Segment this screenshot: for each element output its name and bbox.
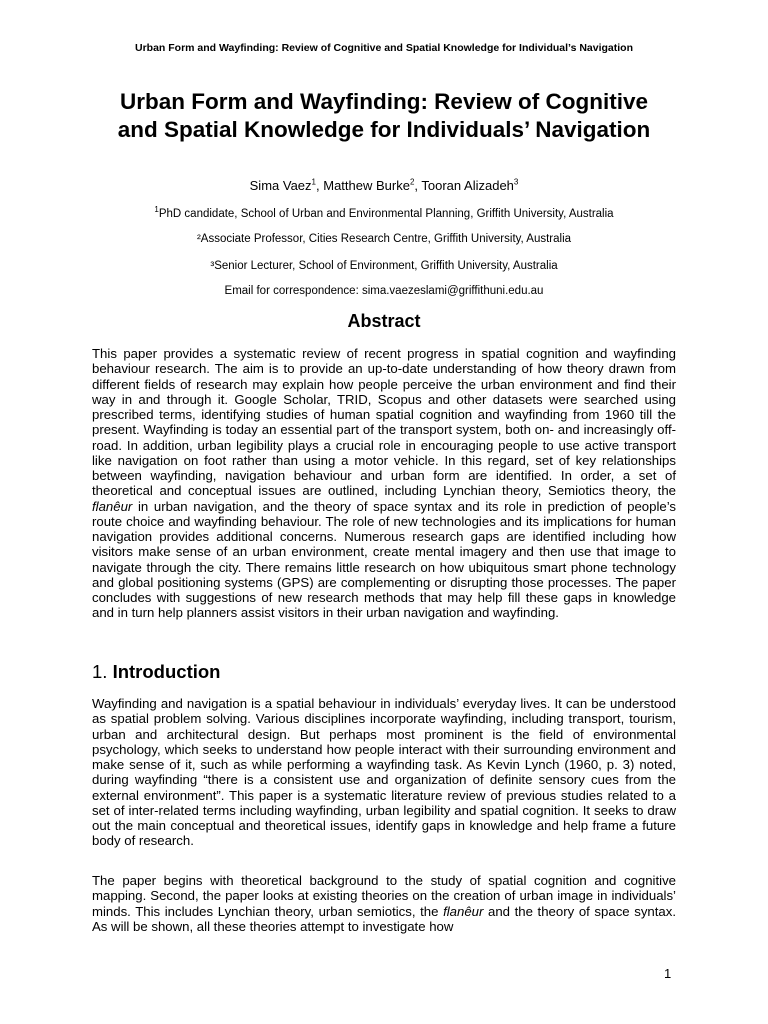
affiliation-2: ²Associate Professor, Cities Research Centre, Griffith University, Australia	[196, 233, 572, 245]
author-separator: ,	[414, 178, 422, 193]
section-number: 1.	[92, 661, 113, 682]
abstract-italic-term: flanêur	[92, 498, 133, 514]
author-affiliation-mark: 3	[513, 177, 519, 187]
section-heading-introduction	[92, 661, 220, 683]
affiliation-mark: 1	[154, 205, 159, 215]
paragraph-text: The paper begins with theoretical background to the study of spatial cognition and cognitive mapping. Second, the paper looks at existing theories on the creation of urban image in individuals’ minds. This includes Lynchian theory, urban semiotics, the	[92, 873, 676, 919]
introduction-paragraph-1: Wayfinding and navigation is a spatial behaviour in individuals’ everyday lives. It can be understood as spatial problem solving. Various disciplines incorporate wayfinding, including transport, tourism, urban and architectural design. But perhaps most prominent is the field of environmental psychology, which seeks to understand how people interact with their surrounding environment and make sense of it, such as while performing a wayfinding task. As Kevin Lynch (1960, p. 3) noted, during wayfinding “there is a consistent use and organization of definite sensory cues from the external environment”. This paper is a systematic literature review of previous studies related to a set of inter-related terms including wayfinding, urban legibility and spatial cognition. It seeks to draw out the main conceptual and theoretical issues, identify gaps in knowledge and help frame a future body of research.	[92, 696, 676, 849]
author-affiliation-mark: 2	[409, 177, 415, 187]
author-name: Matthew Burke	[323, 178, 410, 193]
abstract-text: in urban navigation, and the theory of space syntax and its role in prediction of people’s route choice and wayfinding behaviour. The role of new technologies and its implications for human navigation provides additional concerns. Numerous research gaps are identified including how visitors make sense of an urban environment, create mental imagery and then use that image to navigate through the city. There remains little research on how ubiquitous smart phone technology and global positioning systems (GPS) are complementing or disrupting those processes. The paper concludes with suggestions of new research methods that may help fill these gaps in knowledge and in turn help planners assist visitors in their urban navigation and wayfinding.	[92, 498, 676, 621]
abstract-body	[92, 346, 676, 621]
page-number: 1	[664, 966, 672, 981]
abstract-text: This paper provides a systematic review of recent progress in spatial cognition and wayfinding behaviour research. The aim is to provide an up-to-date understanding of how theory drawn from different fields of research may explain how people perceive the urban environment and find their way in and through it. Google Scholar, TRID, Scopus and other datasets were searched using prescribed terms, identifying studies of human spatial cognition and wayfinding from 1960 till the present. Wayfinding is today an essential part of the transport system, both on- and increasingly off-road. In addition, urban legibility plays a crucial role in encouraging people to use active transport like navigation on foot rather than using a motor vehicle. In this regard, set of key relationships between wayfinding, navigation behaviour and urban form are identified. In order, a set of theoretical and conceptual issues are outlined, including Lynchian theory, Semiotics theory, the	[92, 346, 676, 499]
correspondence-email: Email for correspondence: sima.vaezeslami@griffithuni.edu.au	[224, 285, 544, 297]
author-separator: ,	[316, 178, 324, 193]
author-list	[0, 178, 768, 193]
running-header: Urban Form and Wayfinding: Review of Cognitive and Spatial Knowledge for Individual’s Navigation	[134, 42, 633, 54]
affiliation-1	[0, 205, 768, 220]
paper-title: Urban Form and Wayfinding: Review of Cognitive and Spatial Knowledge for Individuals’ Navigation	[117, 89, 651, 142]
paragraph-text: and the theory of space syntax. As will be shown, all these theories attempt to investigate how	[92, 903, 677, 934]
author-name: Sima Vaez	[249, 178, 312, 193]
paragraph-italic-term: flanêur	[443, 903, 484, 919]
section-title: Introduction	[112, 661, 221, 682]
affiliation-3: ³Senior Lecturer, School of Environment, Griffith University, Australia	[210, 260, 558, 272]
introduction-paragraph-2	[92, 873, 676, 934]
affiliation-text: PhD candidate, School of Urban and Environmental Planning, Griffith University, Australia	[158, 208, 614, 220]
author-name: Tooran Alizadeh	[421, 178, 514, 193]
author-affiliation-mark: 1	[311, 177, 316, 187]
abstract-heading: Abstract	[347, 311, 421, 331]
